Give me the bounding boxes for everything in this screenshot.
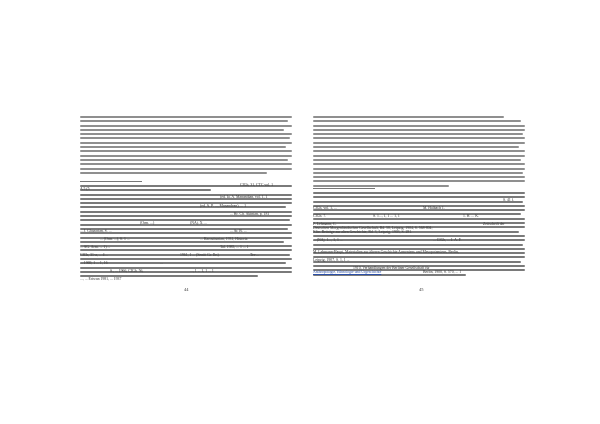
footnote-separator bbox=[313, 188, 375, 189]
citation: ..., ... Eriwan 1981, ... 1937 bbox=[80, 277, 122, 281]
citation: S. 41 f. bbox=[503, 198, 514, 202]
citation: ... (Orm. ...), S. 1 ... bbox=[100, 237, 130, 241]
citation: CIGh, vol. 1, ... bbox=[313, 206, 337, 210]
citation: CIGh, 31, CTC vol. 1 bbox=[240, 183, 274, 187]
citation: S. 1..., 1, 1 ... 1, 1 bbox=[373, 214, 400, 218]
citation: 1. H. ... K. bbox=[463, 214, 479, 218]
citation: ... Haroutiunian, 1931, Historia bbox=[200, 237, 248, 241]
citation: ... CIGh, ... J. A. F. bbox=[433, 238, 462, 242]
citation: (Orm. ...) bbox=[140, 221, 155, 225]
page-number-right: 45 bbox=[419, 287, 424, 292]
citation-link[interactable]: Anthropologie, Ethnologie und Urgeschichte bbox=[313, 270, 382, 274]
footnote-separator bbox=[80, 181, 142, 182]
citation: ... (NAj. 1..., 1, 1 ... bbox=[313, 238, 343, 242]
citation: ... bbox=[160, 261, 163, 265]
citation: Ter-... bbox=[250, 253, 260, 257]
citation: M. Halbach 1. bbox=[423, 206, 445, 210]
citation: Deutschen Morgenländischen Gesellschaft, Bd. 58, Leipzig, 1904, S. 568-804; bbox=[313, 226, 433, 230]
citation: ... 1969, 1 ... 1, 16 bbox=[80, 261, 108, 265]
citation: ... Hr. Ch. Akinian, p. 181 bbox=[230, 212, 270, 216]
page-left bbox=[80, 116, 292, 286]
citation: F. Lehmann, C. bbox=[313, 222, 337, 226]
citation: Zeitschrift der bbox=[483, 222, 505, 226]
citation: Berlin, 1900, S. 570, ... 1 bbox=[423, 270, 462, 274]
page-number-left: 44 bbox=[184, 287, 189, 292]
citation: CIGh. 7. bbox=[313, 214, 327, 218]
citation: Leipzig, 1907, S. 1, 1 ... bbox=[313, 258, 350, 262]
citation: (ed. A. P. ..., Manandean), ... 1 bbox=[200, 204, 247, 208]
body-text-block bbox=[80, 116, 292, 176]
citation: Klio. Beiträge zur alten Geschichte, Bd. 3, Leipzig, 1903, S. 281. bbox=[313, 230, 413, 234]
citation: A 5 (5 bbox=[80, 187, 90, 191]
page-right bbox=[313, 116, 525, 286]
citation: M. Lehmann-Haupt, Materialien zur älteren Geschichte Armeniens und Mesopotamiens, Berlin, bbox=[313, 250, 459, 254]
citation: ... Ar. B. ... bbox=[230, 229, 247, 233]
citation: ... J. Ghazarian, S. ... bbox=[80, 229, 112, 233]
citation: (NAj. X. ... bbox=[190, 221, 208, 225]
body-text-block bbox=[313, 116, 525, 189]
citation: S., ... 1966, CIGh. 56, bbox=[110, 269, 144, 273]
citation: 1910, Verhandlungen der Berliner Gesellschaft für bbox=[353, 266, 430, 270]
citation: (ed. Ia. A. Manandian, vol. 1, 1 bbox=[220, 195, 268, 199]
citation: Tal. 1985, ... 1 ... 1 bbox=[220, 245, 249, 249]
citation: ..., 1 ... 1, 1 ... 1 bbox=[190, 269, 214, 273]
citation: CICh, 31-a, ... 4 ... bbox=[80, 253, 109, 257]
citation: ... AG. Arm. ... 1) ... bbox=[80, 245, 111, 249]
citation: 1961, 1 ... (Seniit Gr. Ihs). bbox=[180, 253, 220, 257]
